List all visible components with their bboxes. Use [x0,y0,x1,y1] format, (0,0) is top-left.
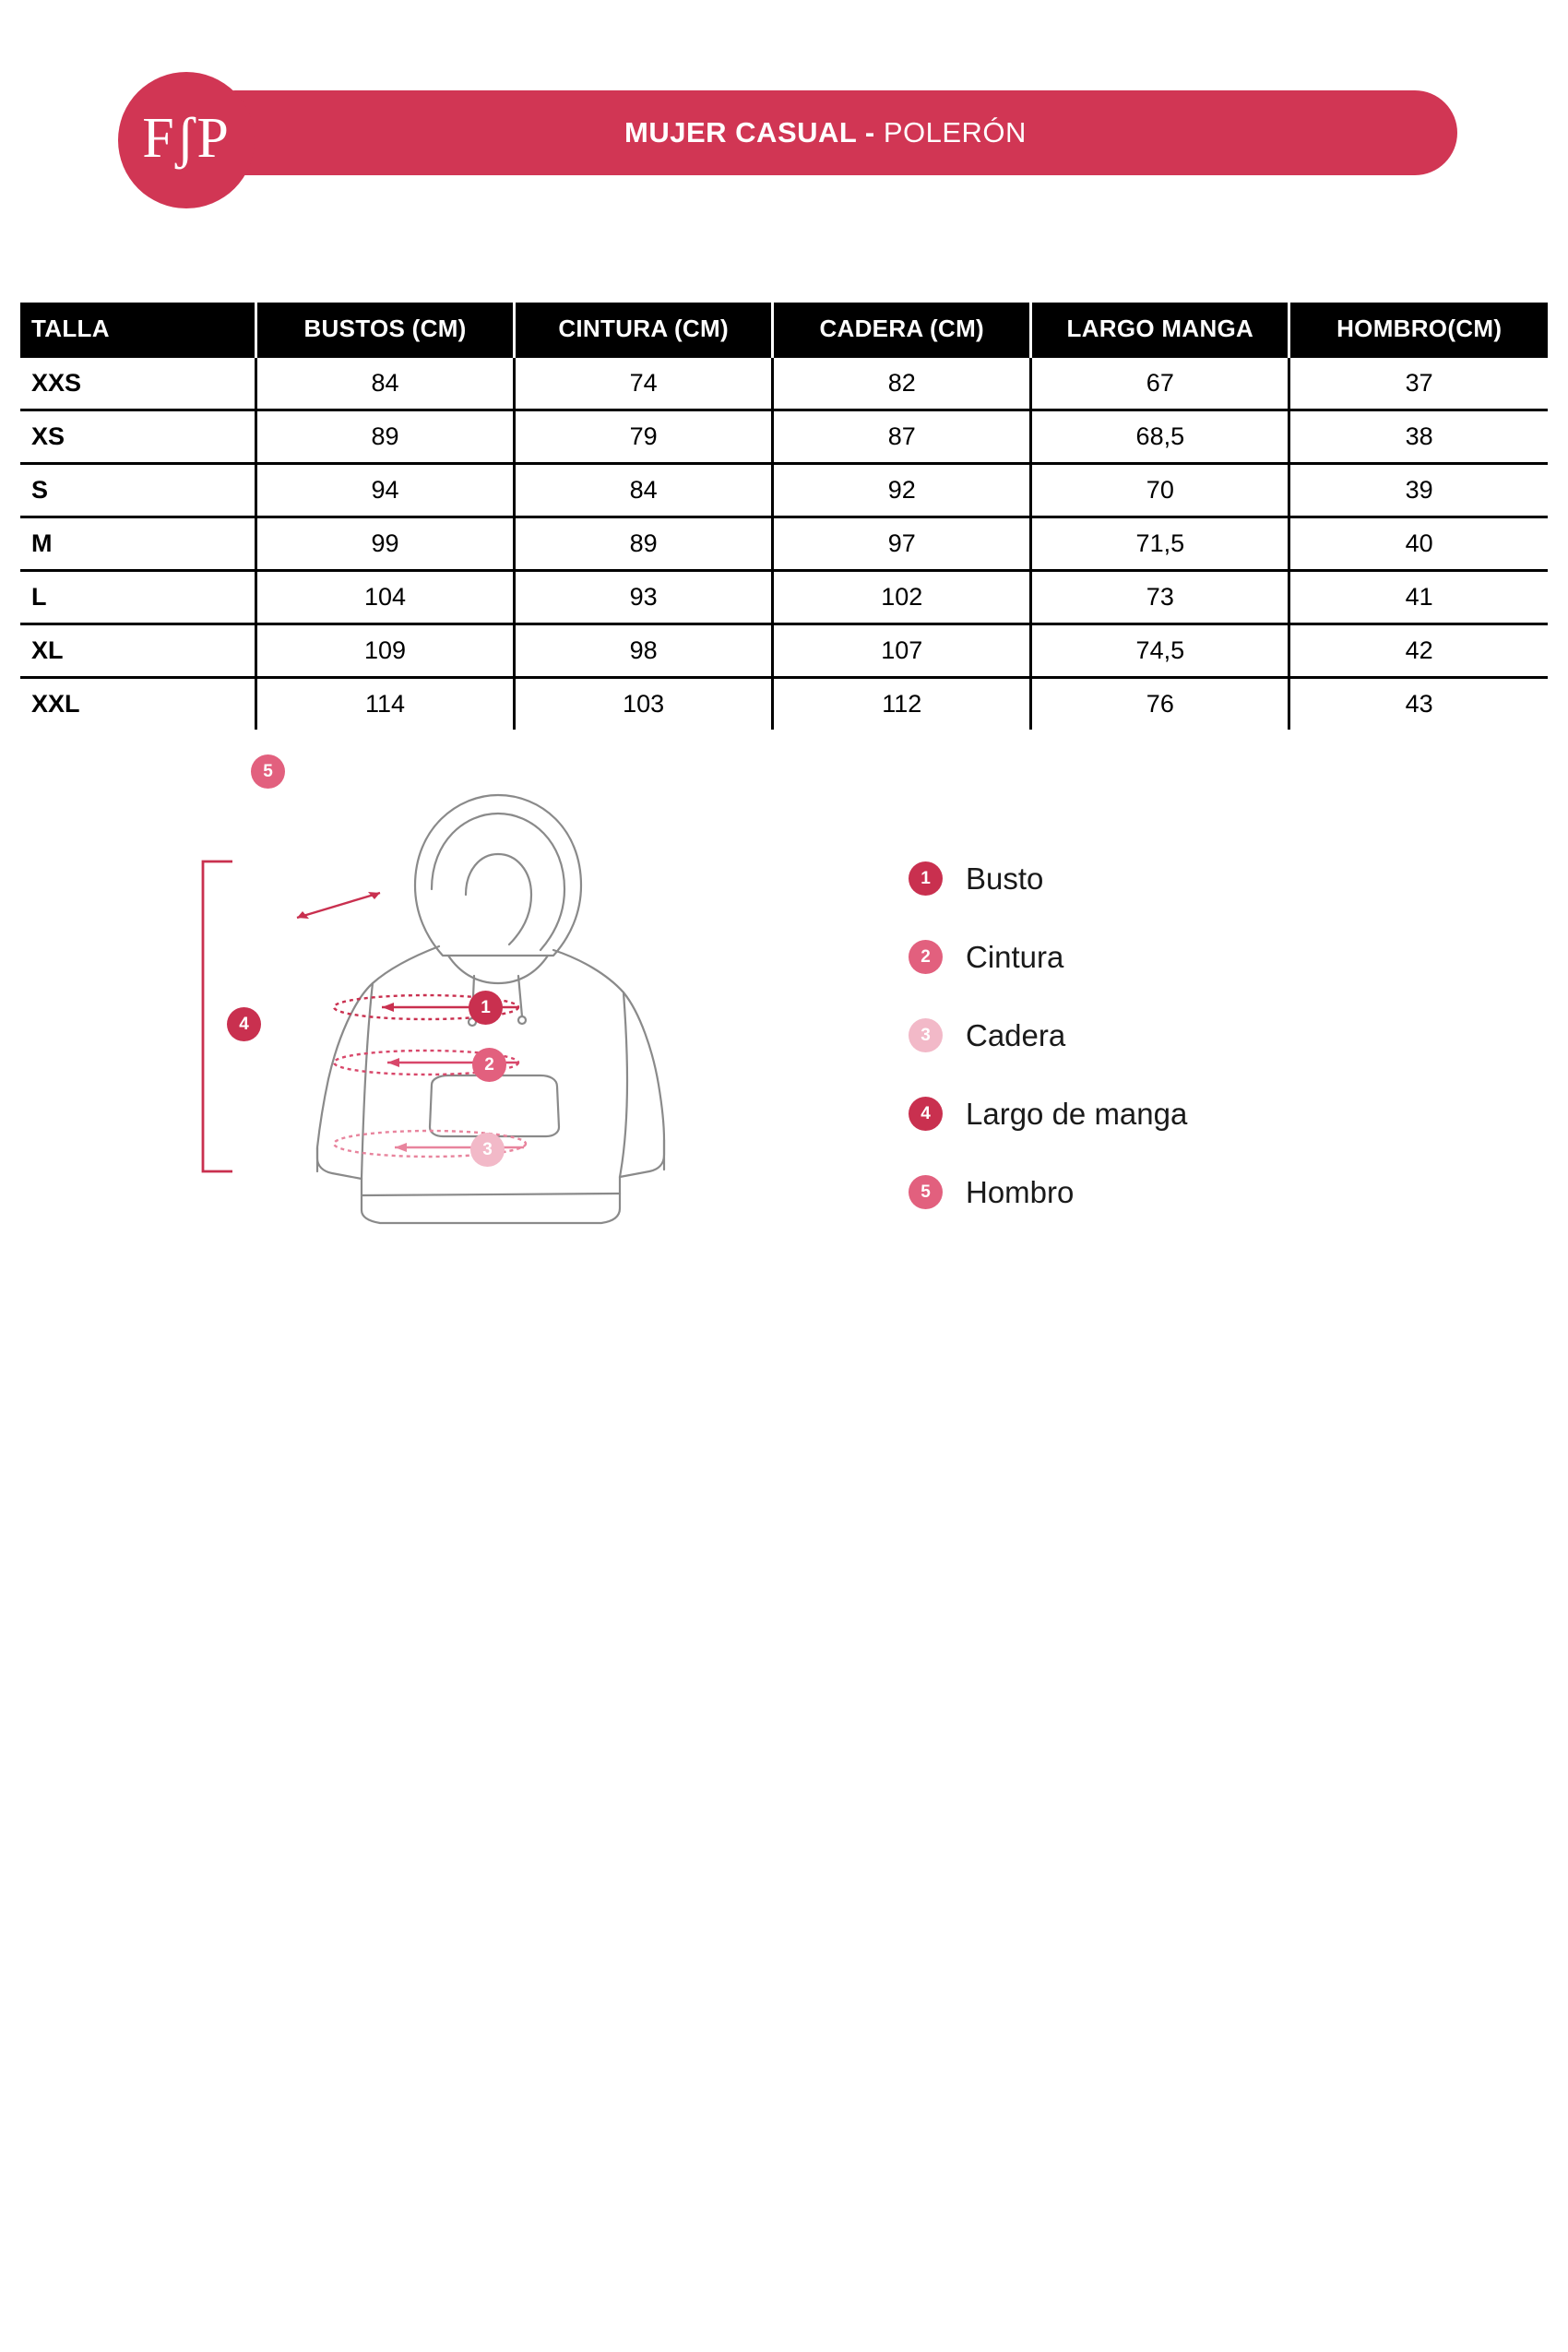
legend-label-busto: Busto [966,861,1044,896]
size-table-container [20,303,1548,730]
cell-talla: L [20,571,256,624]
page-title-light: POLERÓN [883,116,1027,148]
cell-largo-manga: 74,5 [1031,624,1289,678]
diagram-marker-3 [470,1133,505,1167]
cell-cadera: 107 [773,624,1031,678]
cell-talla: S [20,464,256,517]
diagram-marker-3-label: 3 [482,1139,493,1159]
cell-talla: XS [20,410,256,464]
legend-marker-1 [909,861,943,896]
legend-item-cintura [909,918,1425,996]
cell-talla: XXL [20,678,256,731]
cell-hombro: 43 [1289,678,1548,731]
cell-cintura: 103 [515,678,773,731]
diagram-marker-4-label: 4 [239,1014,249,1034]
table-row [20,464,1548,517]
column-header-cintura: CINTURA (CM) [515,303,773,357]
table-row [20,410,1548,464]
legend-marker-5 [909,1175,943,1209]
legend-marker-4-number: 4 [921,1103,931,1123]
cell-bustos: 99 [256,517,515,571]
cell-cadera: 92 [773,464,1031,517]
legend-item-cadera [909,996,1425,1075]
legend-marker-4 [909,1097,943,1131]
cell-talla: M [20,517,256,571]
cell-largo-manga: 67 [1031,357,1289,410]
cell-cintura: 84 [515,464,773,517]
legend-marker-5-number: 5 [921,1182,931,1202]
cell-largo-manga: 73 [1031,571,1289,624]
cell-cadera: 97 [773,517,1031,571]
cell-bustos: 114 [256,678,515,731]
legend-marker-1-number: 1 [921,868,931,888]
column-header-hombro: HOMBRO(CM) [1289,303,1548,357]
cell-cintura: 93 [515,571,773,624]
table-row [20,571,1548,624]
diagram-marker-5-label: 5 [263,761,273,781]
cell-cadera: 112 [773,678,1031,731]
diagram-marker-1-label: 1 [481,997,491,1017]
legend-marker-2-number: 2 [921,946,931,967]
table-header-row [20,303,1548,357]
cell-talla: XXS [20,357,256,410]
cell-cintura: 98 [515,624,773,678]
cell-cadera: 82 [773,357,1031,410]
brand-logo [118,72,255,208]
table-row [20,624,1548,678]
legend-marker-3-number: 3 [921,1025,931,1045]
cell-hombro: 40 [1289,517,1548,571]
cell-cintura: 79 [515,410,773,464]
brand-logo-text: FʃP [142,107,231,170]
diagram-marker-4 [227,1007,261,1041]
diagram-marker-1 [469,991,503,1025]
cell-largo-manga: 70 [1031,464,1289,517]
legend-label-hombro: Hombro [966,1174,1075,1209]
measure-shoulder-line [297,892,380,919]
cell-largo-manga: 68,5 [1031,410,1289,464]
cell-cadera: 87 [773,410,1031,464]
cell-bustos: 104 [256,571,515,624]
cell-talla: XL [20,624,256,678]
table-row [20,357,1548,410]
cell-largo-manga: 71,5 [1031,517,1289,571]
header-banner [194,90,1457,175]
legend-marker-2 [909,940,943,974]
legend-label-largo-de-manga: Largo de manga [966,1096,1188,1131]
cell-bustos: 89 [256,410,515,464]
column-header-largo-manga: LARGO MANGA [1031,303,1289,357]
table-row [20,517,1548,571]
page-header [0,72,1568,220]
column-header-bustos: BUSTOS (CM) [256,303,515,357]
cell-cadera: 102 [773,571,1031,624]
column-header-cadera: CADERA (CM) [773,303,1031,357]
cell-hombro: 42 [1289,624,1548,678]
diagram-marker-2-label: 2 [484,1054,494,1075]
legend-label-cintura: Cintura [966,939,1064,974]
cell-bustos: 109 [256,624,515,678]
garment-diagram [239,761,738,1254]
cell-cintura: 74 [515,357,773,410]
legend-label-cadera: Cadera [966,1017,1066,1052]
column-header-talla: TALLA [20,303,256,357]
cell-bustos: 94 [256,464,515,517]
measure-sleeve-length [148,858,258,1227]
cell-hombro: 39 [1289,464,1548,517]
page-title [624,116,1027,149]
page-title-bold: MUJER CASUAL - [624,116,884,148]
cell-hombro: 41 [1289,571,1548,624]
cell-largo-manga: 76 [1031,678,1289,731]
table-row [20,678,1548,731]
size-table [20,303,1548,730]
cell-bustos: 84 [256,357,515,410]
legend-marker-3 [909,1018,943,1052]
cell-hombro: 37 [1289,357,1548,410]
diagram-marker-2 [472,1048,506,1082]
cell-cintura: 89 [515,517,773,571]
diagram-marker-5 [251,754,285,789]
legend-item-largo-de-manga [909,1075,1425,1153]
cell-hombro: 38 [1289,410,1548,464]
measurement-legend [909,839,1425,1231]
legend-item-hombro [909,1153,1425,1231]
legend-item-busto [909,839,1425,918]
